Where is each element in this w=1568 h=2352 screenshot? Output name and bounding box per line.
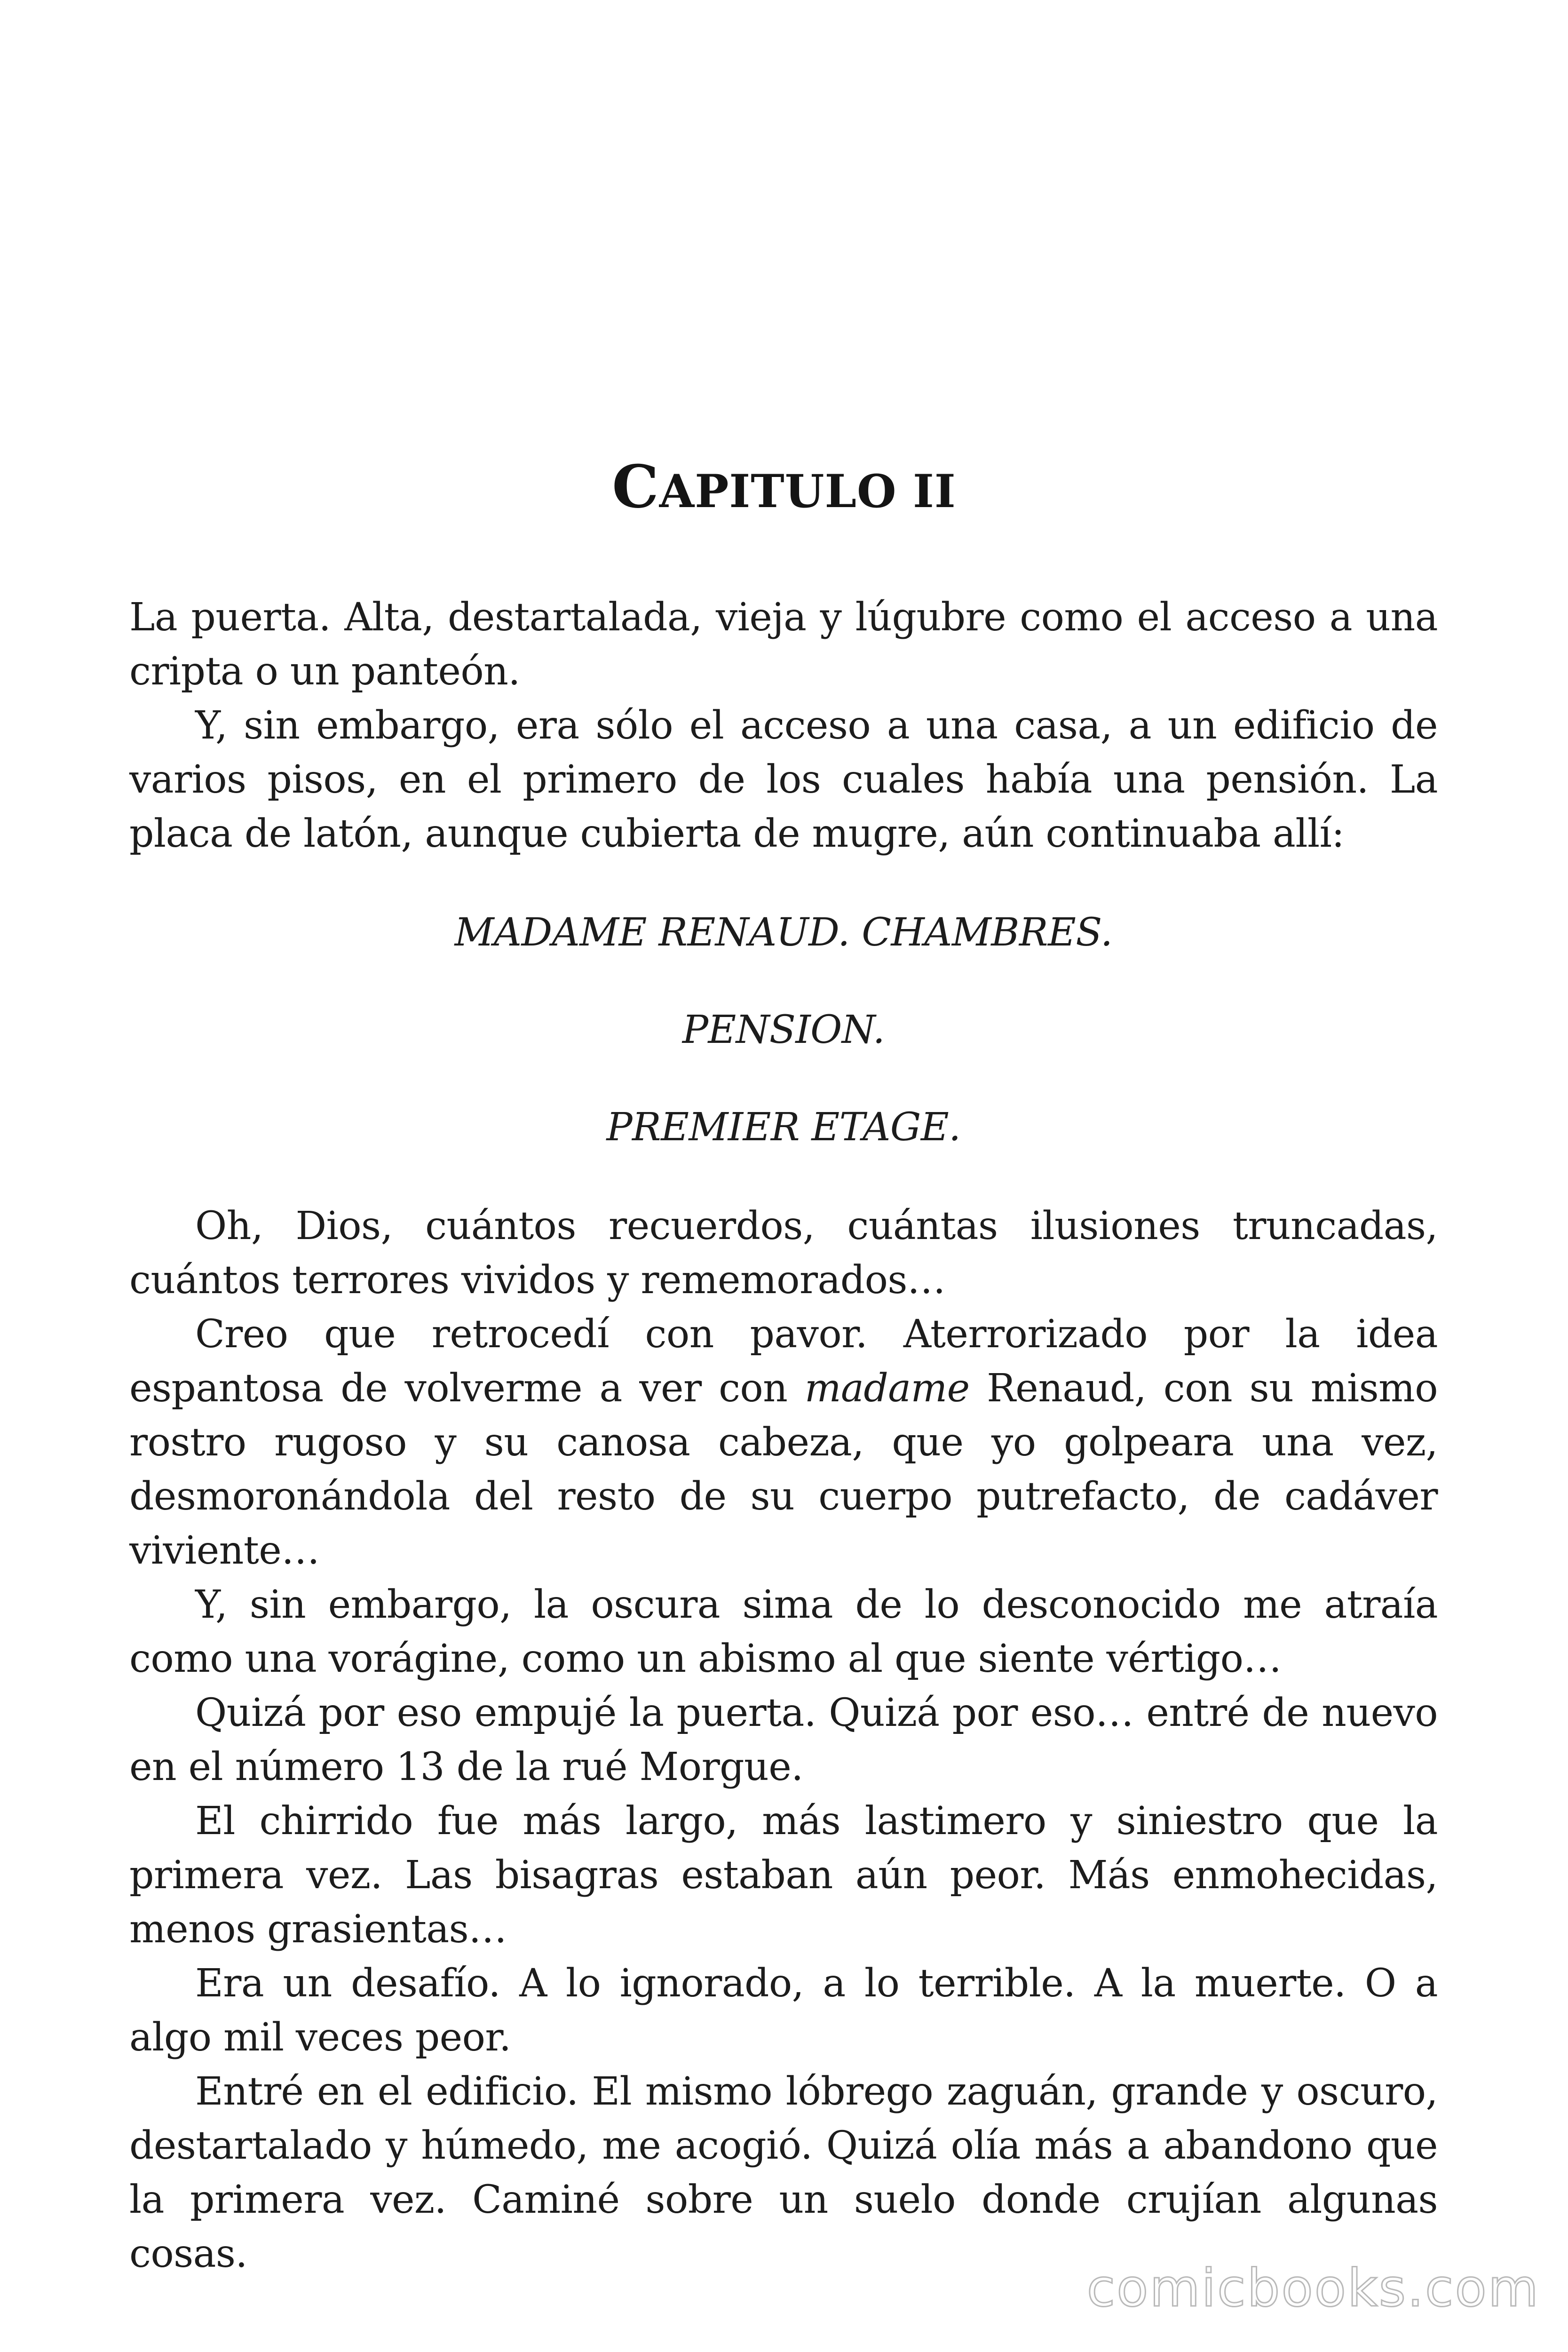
paragraph-1: La puerta. Alta, destartalada, vieja y lúgubre como el acceso a una cripta o un panteón.: [129, 595, 1438, 694]
chapter-title-rest: APITULO II: [659, 465, 956, 518]
chapter-title: [0, 452, 1568, 527]
paragraph-5: Y, sin embargo, la oscura sima de lo desconocido me atraía como una vorágine, como un abismo al que siente vértigo…: [129, 1582, 1438, 1681]
site-watermark: comicbooks.com: [1086, 2258, 1540, 2318]
paragraph-4-end: Renaud, con su mismo rostro rugoso y su canosa cabeza, que yo golpeara una vez, desmoronándola del resto de su cuerpo putrefacto, de cadáver viviente…: [129, 1366, 1438, 1573]
plaque-line-1: MADAME RENAUD. CHAMBRES.: [454, 910, 1113, 955]
chapter-title-initial: C: [612, 453, 659, 521]
chapter-body: [129, 590, 1438, 2281]
paragraph-9: Entré en el edificio. El mismo lóbrego zaguán, grande y oscuro, destartalado y húmedo, me acogió. Quizá olía más a abandono que la primera vez. Caminé sobre un suelo donde crujían algunas cosas.: [129, 2069, 1438, 2276]
paragraph-3: Oh, Dios, cuántos recuerdos, cuántas ilusiones truncadas, cuántos terrores vividos y rememorados…: [129, 1204, 1438, 1303]
paragraph-2: Y, sin embargo, era sólo el acceso a una casa, a un edificio de varios pisos, en el primero de los cuales había una pensión. La placa de latón, aunque cubierta de mugre, aún continuaba allí:: [129, 703, 1438, 856]
paragraph-4-italic: madame: [804, 1366, 970, 1411]
paragraph-4: [129, 1307, 1438, 1578]
paragraph-7: El chirrido fue más largo, más lastimero y siniestro que la primera vez. Las bisagras estaban aún peor. Más enmohecidas, menos grasientas…: [129, 1799, 1438, 1952]
plaque-line-2: PENSION.: [682, 1008, 885, 1052]
paragraph-8: Era un desafío. A lo ignorado, a lo terrible. A la muerte. O a algo mil veces peor.: [129, 1961, 1438, 2060]
plaque-line-3: PREMIER ETAGE.: [606, 1105, 961, 1150]
paragraph-4-start: Creo que retrocedí con pavor. Aterrorizado por la idea espantosa de volverme a ver con: [129, 1312, 1438, 1411]
paragraph-6: Quizá por eso empujé la puerta. Quizá por eso… entré de nuevo en el número 13 de la rué Morgue.: [129, 1691, 1438, 1789]
